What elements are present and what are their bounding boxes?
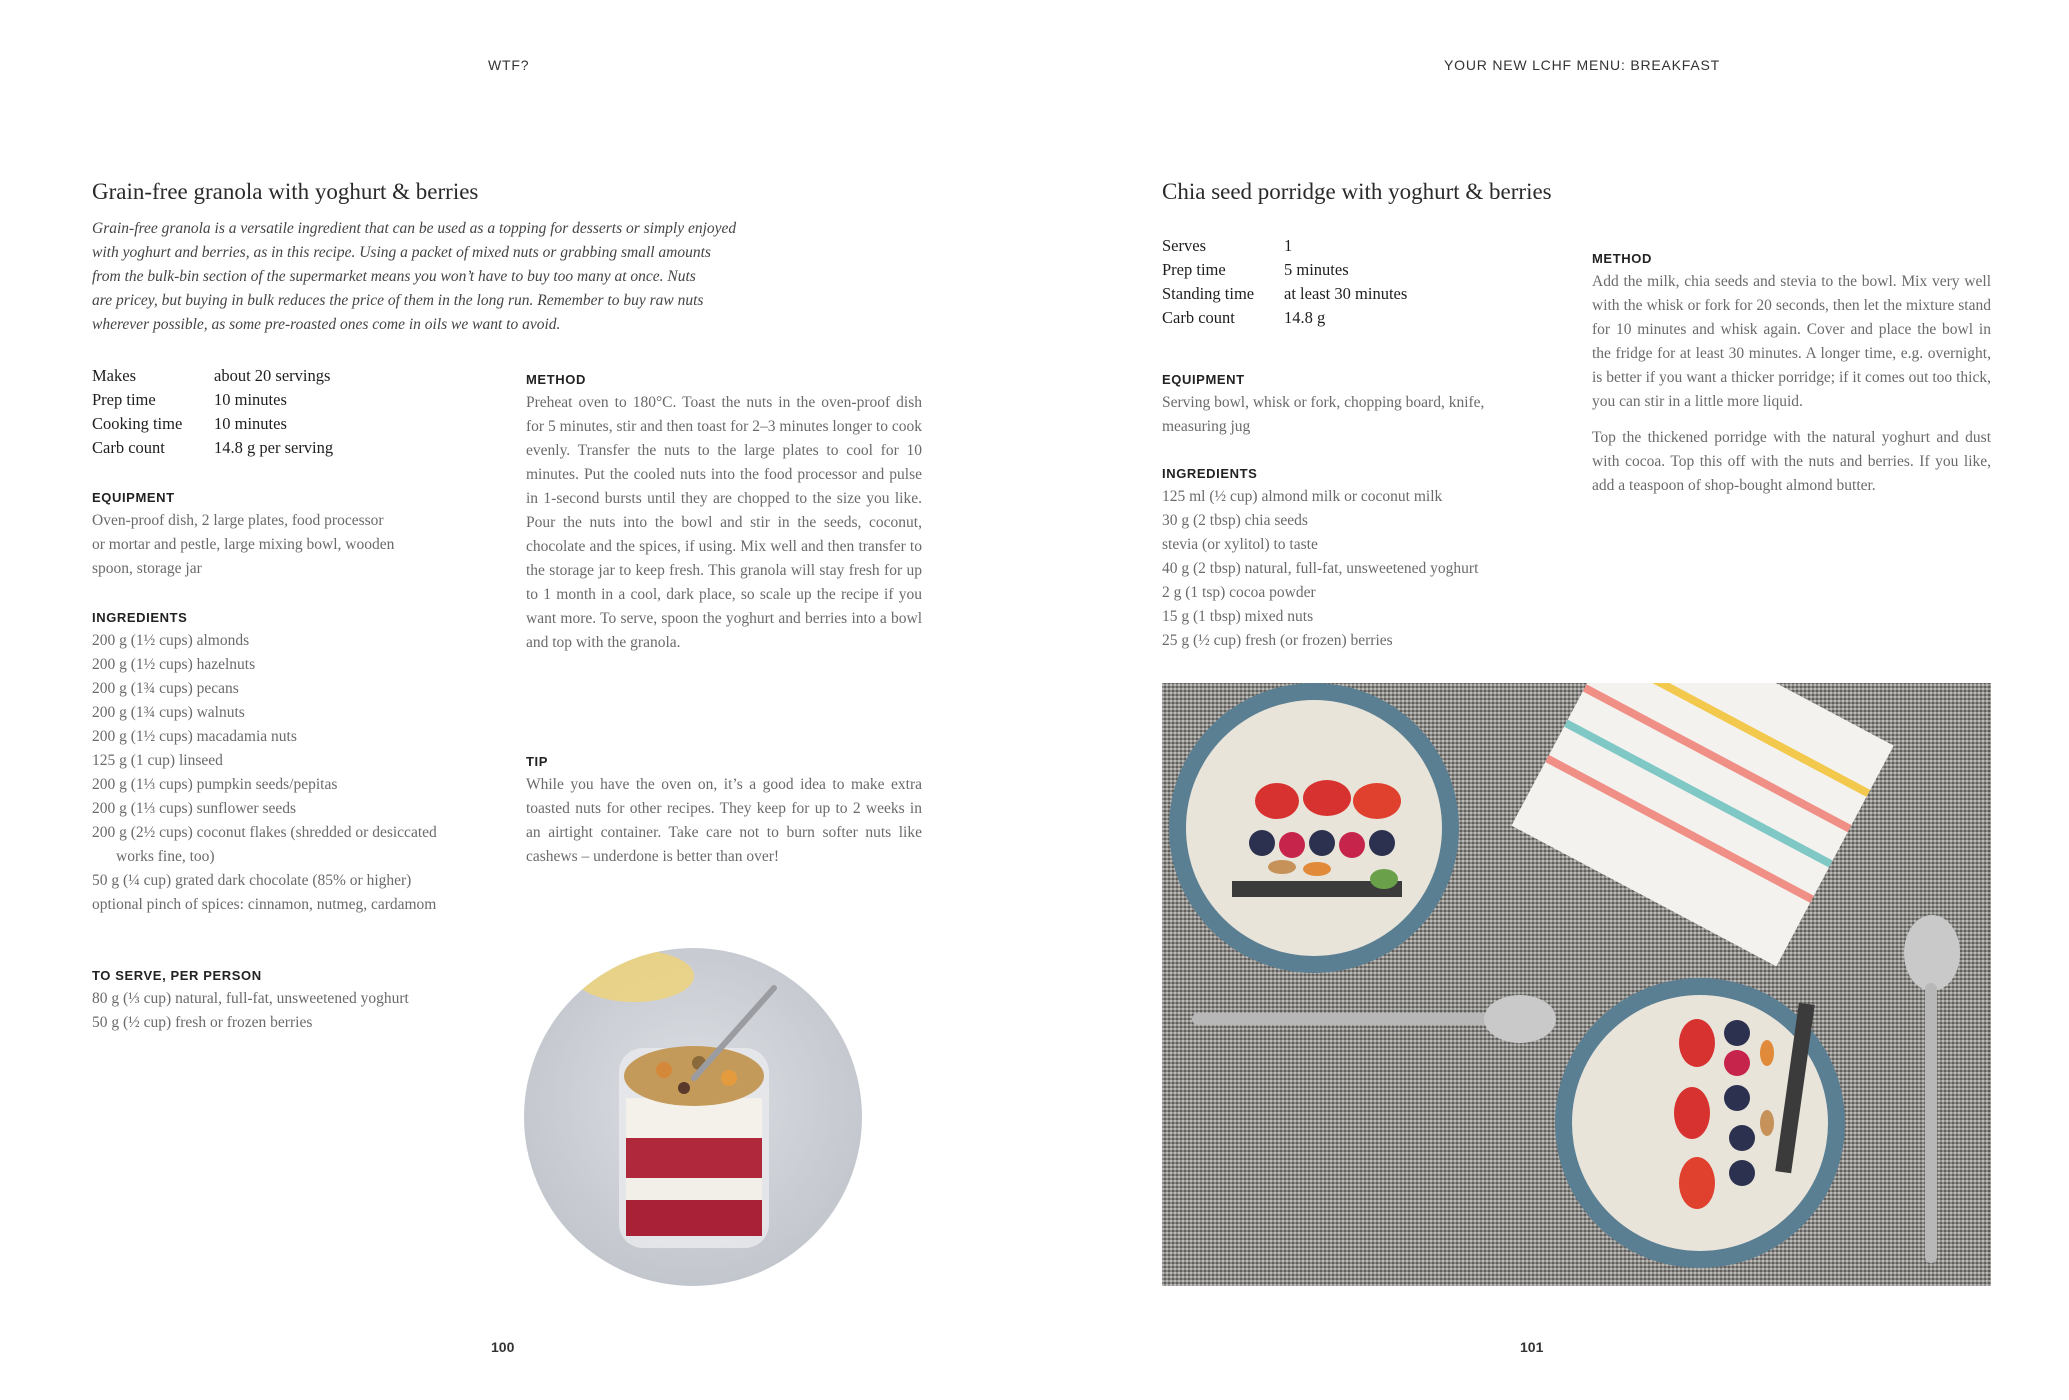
fact-value: 10 minutes <box>214 414 287 433</box>
ingredient-list <box>92 629 492 917</box>
equipment-text <box>1162 391 1572 439</box>
fact-row <box>92 412 333 436</box>
list-item: 200 g (1¾ cups) walnuts <box>92 704 245 721</box>
intro-line: are pricey, but buying in bulk reduces the price of them in the long run. Remember to buy raw nuts <box>92 292 704 309</box>
list-item: 2 g (1 tsp) cocoa powder <box>1162 584 1316 601</box>
fact-row <box>1162 306 1407 330</box>
fact-label: Makes <box>92 366 136 385</box>
recipe-facts <box>92 364 333 460</box>
to-serve-list <box>92 987 512 1035</box>
granola-jar-illustration <box>524 948 862 1286</box>
equipment-line: or mortar and pestle, large mixing bowl, wooden <box>92 536 395 553</box>
intro-line: wherever possible, as some pre-roasted ones come in oils we want to avoid. <box>92 316 561 333</box>
fact-row <box>1162 282 1407 306</box>
page-number: 101 <box>1520 1339 1544 1355</box>
recipe-title: Grain-free granola with yoghurt & berries <box>92 179 479 204</box>
fact-label: Carb count <box>92 438 165 457</box>
fact-row <box>92 364 333 388</box>
page-number: 100 <box>491 1339 515 1355</box>
method-text: Preheat oven to 180°C. Toast the nuts in the oven-proof dish for 5 minutes, stir and then toast for 2–3 minutes longer to cook evenly. Transfer the nuts to the large plates to cool for 10 minutes. Put the cooled nuts into the food processor and pulse in 1-second bursts until they are chopped to the size you like. Pour the nuts into the bowl and stir in the seeds, coconut, chocolate and the spices, if using. Mix well and then transfer to the storage jar to keep fresh. This granola will stay fresh for up to 1 month in a cool, dark place, so scale up the recipe if you want more. To serve, spoon the yoghurt and berries into a bowl and top with the granola. <box>526 394 922 651</box>
fact-value: 1 <box>1284 236 1293 255</box>
equipment-line: spoon, storage jar <box>92 560 202 577</box>
method-paragraph: Add the milk, chia seeds and stevia to the bowl. Mix very well with the whisk or fork for 20 seconds, then let the mixture stand for 10 minutes and whisk again. Cover and place the bowl in the fridge for at least 30 minutes. A longer time, e.g. overnight, is better if you want a thicker porridge; if it comes out too thick, you can stir in a little more liquid. <box>1592 273 1991 410</box>
list-item: 15 g (1 tbsp) mixed nuts <box>1162 608 1314 625</box>
striped-napkin <box>1511 683 1893 966</box>
list-item: 40 g (2 tbsp) natural, full-fat, unsweetened yoghurt <box>1162 560 1479 577</box>
list-item: optional pinch of spices: cinnamon, nutmeg, cardamom <box>92 896 437 913</box>
left-page <box>0 0 1034 1400</box>
list-item: 80 g (⅓ cup) natural, full-fat, unsweetened yoghurt <box>92 990 409 1007</box>
ingredient-list <box>1162 485 1582 653</box>
equipment-line: Oven-proof dish, 2 large plates, food processor <box>92 512 384 529</box>
section-heading: TO SERVE, PER PERSON <box>92 968 262 983</box>
equipment-line: Serving bowl, whisk or fork, chopping board, knife, <box>1162 394 1485 411</box>
section-heading: METHOD <box>526 372 586 387</box>
section-heading: EQUIPMENT <box>1162 372 1245 387</box>
list-item: 125 ml (½ cup) almond milk or coconut milk <box>1162 488 1443 505</box>
recipe-intro <box>92 217 852 337</box>
intro-line: with yoghurt and berries, as in this recipe. Using a packet of mixed nuts or grabbing small amounts <box>92 244 711 261</box>
list-item: stevia (or xylitol) to taste <box>1162 536 1318 553</box>
fact-row <box>1162 234 1407 258</box>
section-heading: TIP <box>526 754 549 769</box>
fact-label: Cooking time <box>92 414 183 433</box>
equipment-section <box>92 490 492 581</box>
list-item: 200 g (1¾ cups) pecans <box>92 680 239 697</box>
section-heading: INGREDIENTS <box>92 610 188 625</box>
list-item: 200 g (1½ cups) almonds <box>92 632 250 649</box>
recipe-title: Chia seed porridge with yoghurt & berries <box>1162 179 1552 204</box>
equipment-text <box>92 509 492 581</box>
fact-label: Standing time <box>1162 284 1255 303</box>
fact-value: 14.8 g per serving <box>214 438 334 457</box>
chia-porridge-photo <box>1162 683 1991 1286</box>
fact-row <box>92 388 333 412</box>
list-item: 200 g (1⅓ cups) pumpkin seeds/pepitas <box>92 776 338 793</box>
chia-porridge-illustration <box>1162 683 1991 1286</box>
recipe-facts <box>1162 234 1407 330</box>
fact-label: Prep time <box>92 390 156 409</box>
fact-row <box>1162 258 1407 282</box>
list-item: 30 g (2 tbsp) chia seeds <box>1162 512 1308 529</box>
fact-label: Carb count <box>1162 308 1235 327</box>
fact-label: Serves <box>1162 236 1206 255</box>
running-head: YOUR NEW LCHF MENU: BREAKFAST <box>1444 57 1721 73</box>
ingredients-section <box>1162 466 1582 653</box>
section-heading: EQUIPMENT <box>92 490 175 505</box>
list-item: 125 g (1 cup) linseed <box>92 752 223 769</box>
to-serve-section <box>92 968 512 1035</box>
list-item: 25 g (½ cup) fresh (or frozen) berries <box>1162 632 1393 649</box>
running-head: WTF? <box>488 57 530 73</box>
tip-section <box>526 754 922 869</box>
method-section <box>1592 251 1991 510</box>
list-item: 200 g (1½ cups) hazelnuts <box>92 656 256 673</box>
fact-value: 5 minutes <box>1284 260 1349 279</box>
fact-value: at least 30 minutes <box>1284 284 1408 303</box>
fact-value: 14.8 g <box>1284 308 1326 327</box>
equipment-line: measuring jug <box>1162 418 1251 435</box>
ingredients-section <box>92 610 492 917</box>
section-heading: METHOD <box>1592 251 1652 266</box>
list-item: 200 g (1½ cups) macadamia nuts <box>92 728 297 745</box>
list-item: 200 g (2½ cups) coconut flakes (shredded or desiccated works fine, too) <box>92 824 437 865</box>
fact-value: 10 minutes <box>214 390 287 409</box>
fact-value: about 20 servings <box>214 366 331 385</box>
fact-row <box>92 436 333 460</box>
method-section <box>526 372 922 655</box>
list-item: 50 g (¼ cup) grated dark chocolate (85% or higher) <box>92 872 412 889</box>
intro-line: Grain-free granola is a versatile ingredient that can be used as a topping for desserts or simply enjoyed <box>92 220 737 237</box>
section-heading: INGREDIENTS <box>1162 466 1258 481</box>
method-paragraph: Top the thickened porridge with the natural yoghurt and dust with cocoa. Top this off with the nuts and berries. If you like, add a teaspoon of shop-bought almond butter. <box>1592 429 1991 494</box>
list-item: 50 g (½ cup) fresh or frozen berries <box>92 1014 313 1031</box>
equipment-section <box>1162 372 1572 439</box>
list-item: 200 g (1⅓ cups) sunflower seeds <box>92 800 297 817</box>
fact-label: Prep time <box>1162 260 1226 279</box>
tip-text: While you have the oven on, it’s a good idea to make extra toasted nuts for other recipes. They keep for up to 2 weeks in an airtight container. Take care not to burn softer nuts like cashews – underdone is better than over! <box>526 776 922 865</box>
intro-line: from the bulk-bin section of the supermarket means you won’t have to buy too many at once. Nuts <box>92 268 696 285</box>
granola-jar-photo <box>524 948 862 1286</box>
